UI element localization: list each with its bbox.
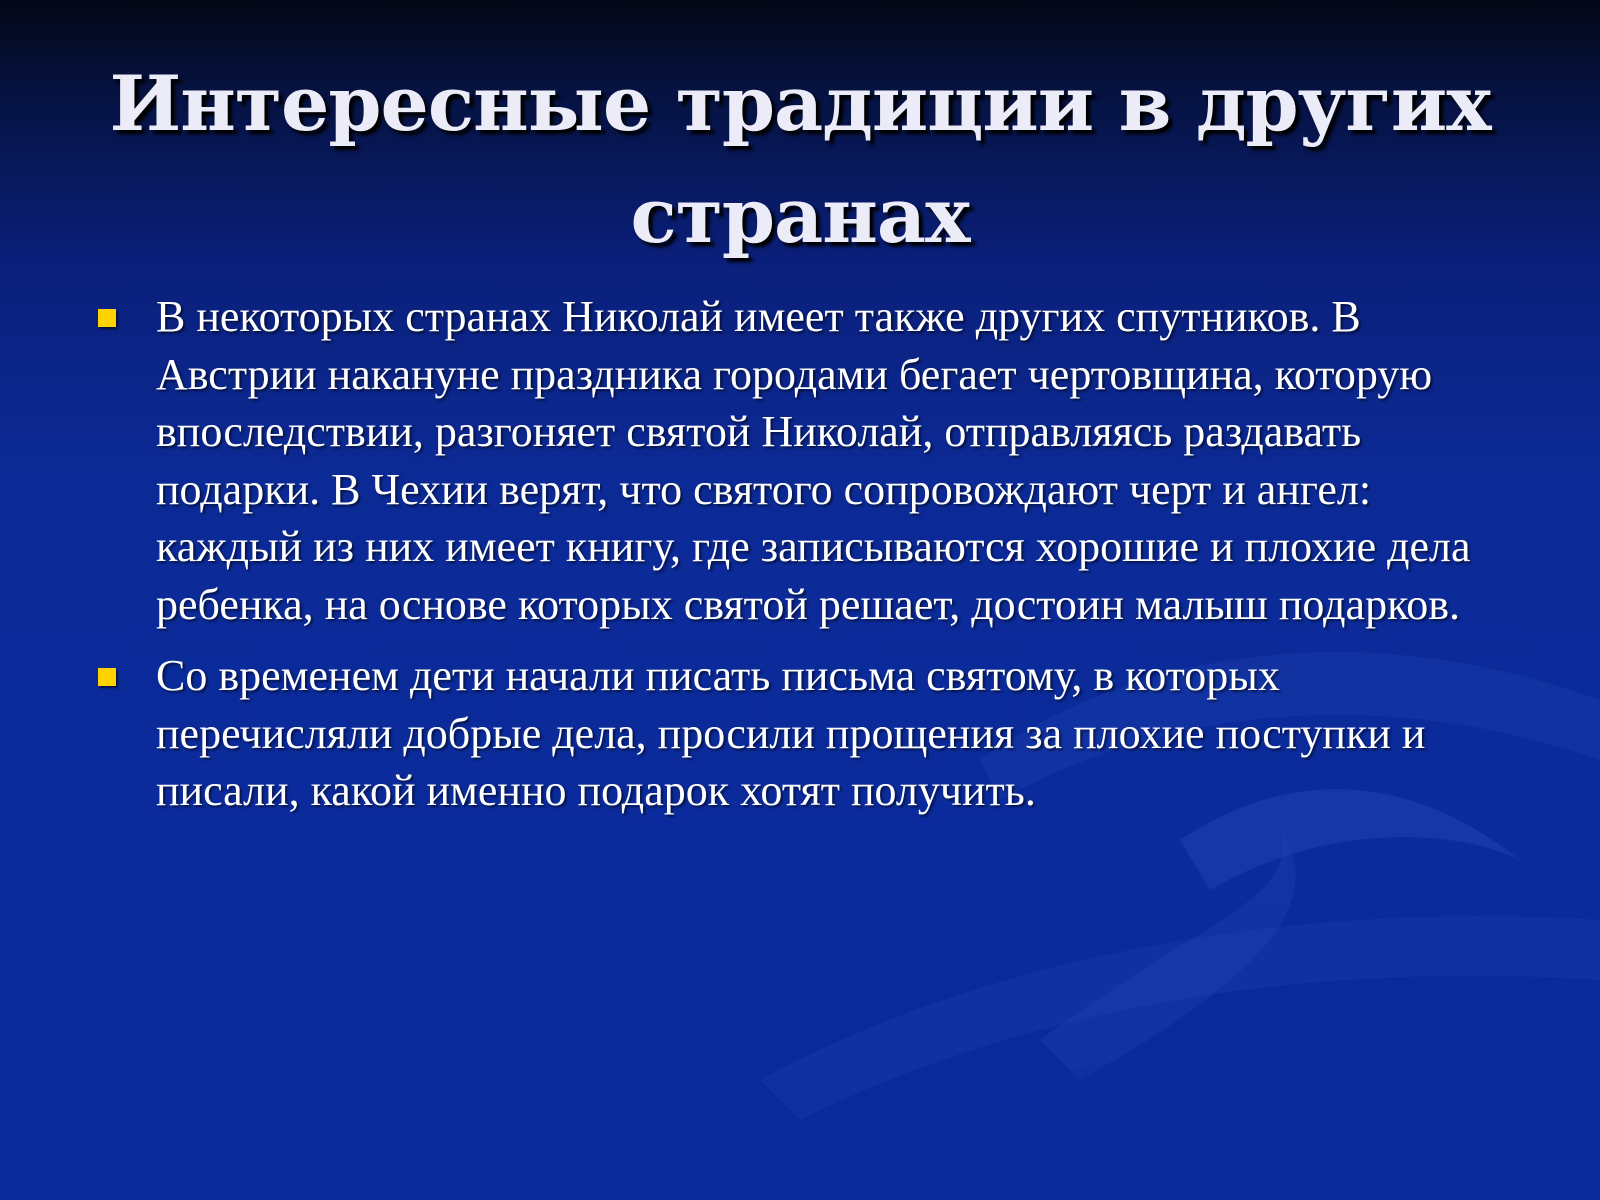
bullet-text: Со временем дети начали писать письма святому, в которых перечисляли добрые дела, просили прощения за плохие поступки и писали, какой именно подарок хотят получить. (156, 651, 1426, 815)
bullet-list (98, 288, 1518, 834)
bullet-item (98, 647, 1518, 820)
bullet-item (98, 288, 1518, 633)
square-bullet-icon (98, 309, 116, 327)
slide-title: Интересные традиции в других странах (109, 59, 1491, 260)
square-bullet-icon (98, 668, 116, 686)
bullet-text: В некоторых странах Николай имеет также других спутников. В Австрии накануне праздника городами бегает чертовщина, которую впоследствии, разгоняет святой Николай, отправляясь раздавать подарки. В Чехии верят, что святого сопровождают черт и ангел: каждый из них имеет книгу, где записываются хорошие и плохие дела ребенка, на основе которых святой решает, достоин малыш подарков. (156, 292, 1471, 629)
